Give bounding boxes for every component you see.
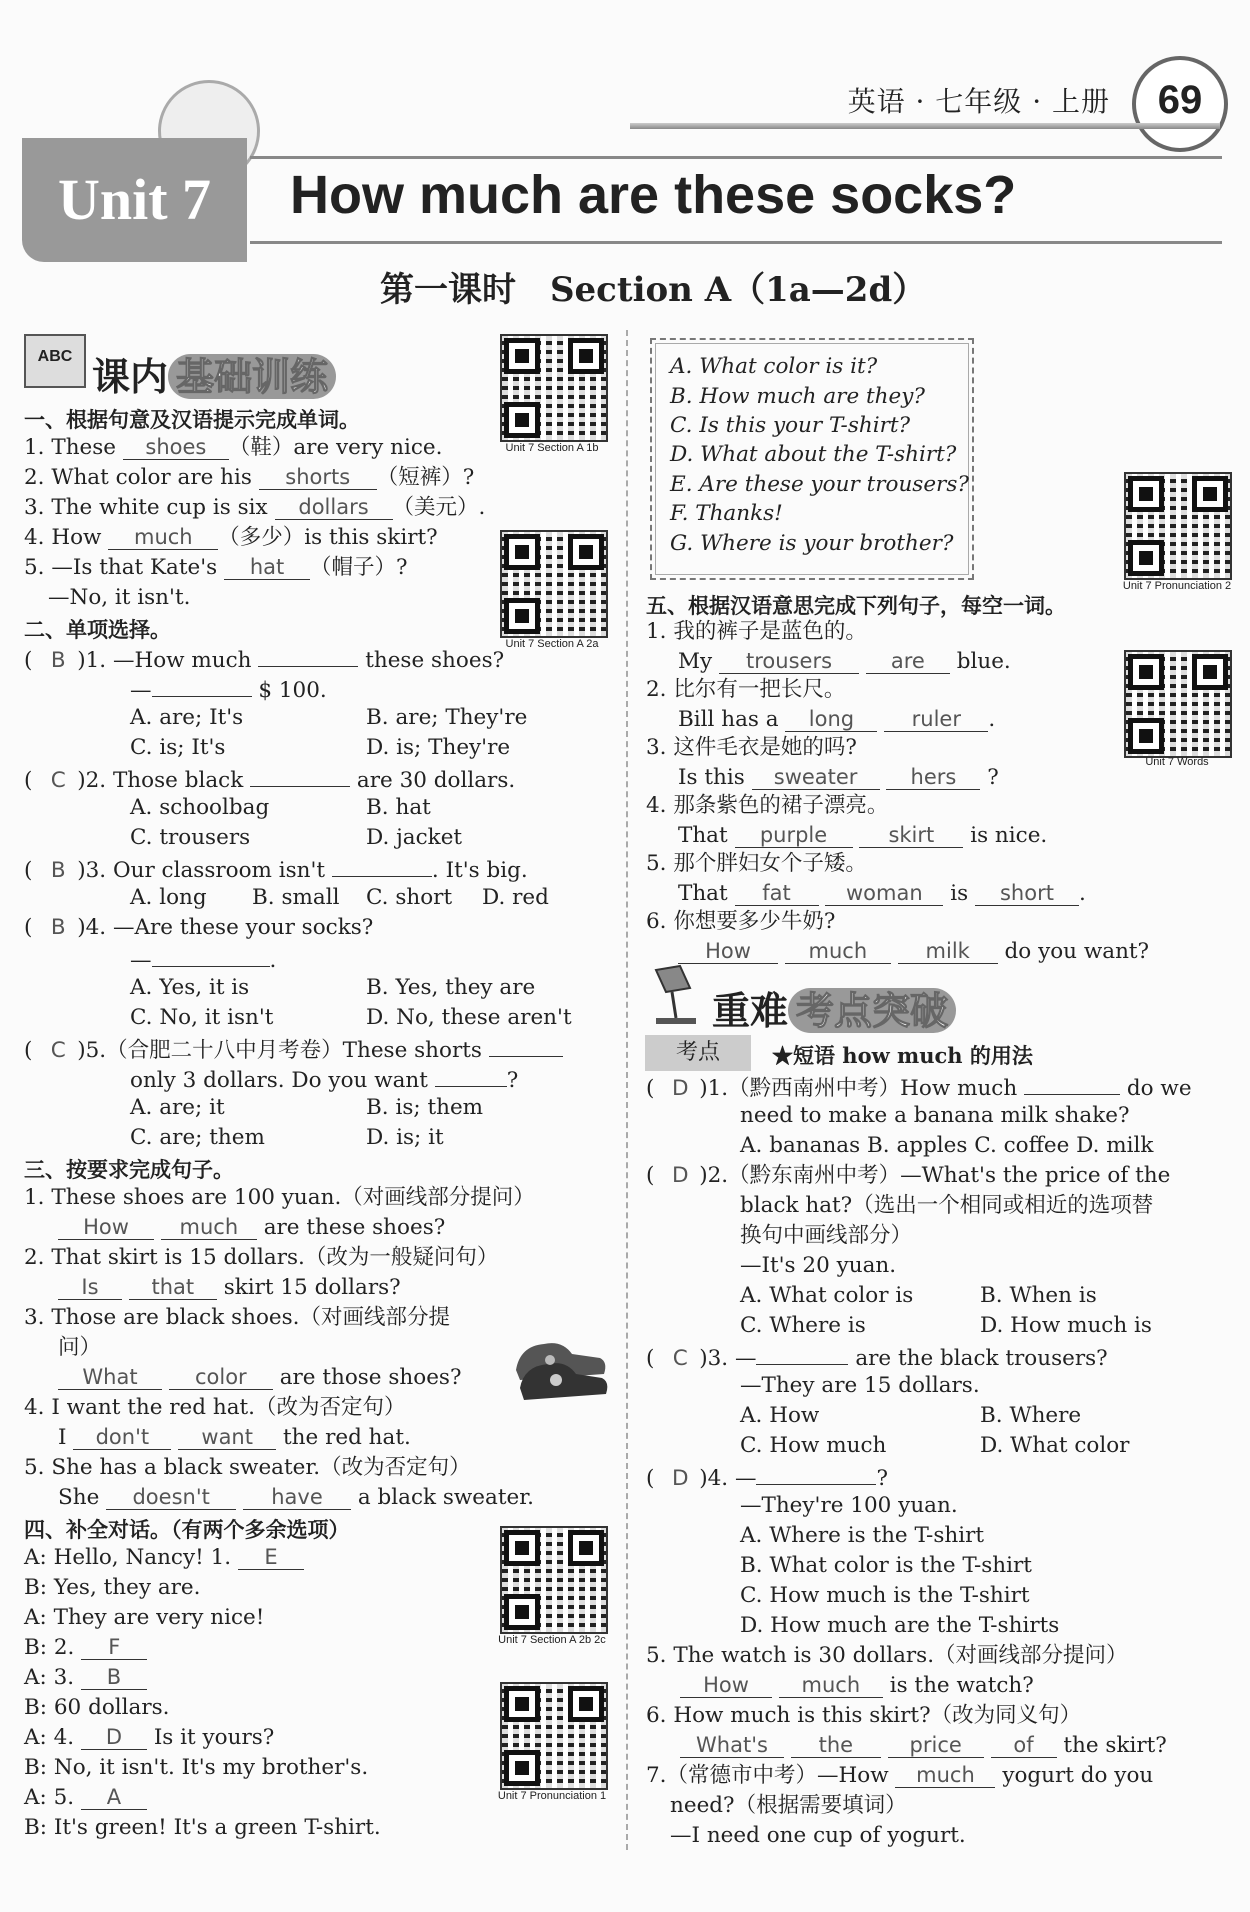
dialogue-line: A: They are very nice! (24, 1605, 265, 1630)
unit-title: How much are these socks? (290, 165, 1017, 225)
mc-question: ( D )2.（黔东南州中考）—What's the price of the (646, 1163, 1171, 1188)
answer: color (169, 1365, 273, 1390)
answer: much (779, 1673, 883, 1698)
mc-option: D. What color (980, 1433, 1130, 1458)
dialogue-line: B: It's green! It's a green T-shirt. (24, 1815, 381, 1840)
answer: What (58, 1365, 162, 1390)
answer: hers (886, 765, 980, 790)
answer: A (81, 1785, 147, 1810)
mc-option: D. How much is (980, 1313, 1152, 1338)
dialogue-line: B: Yes, they are. (24, 1575, 201, 1600)
answer: are (866, 649, 950, 674)
subject-label: 英语 · 七年级 · 上册 (847, 85, 1110, 118)
mc-option: A. schoolbag (130, 795, 270, 820)
answer: price (888, 1733, 984, 1758)
mc-option: C. Where is (740, 1313, 866, 1338)
mc-option: A. What color is (740, 1283, 914, 1308)
mc-line: black hat?（选出一个相同或相近的选项替 (740, 1193, 1154, 1218)
qr-code[interactable] (500, 1526, 608, 1634)
answer: ruler (884, 707, 988, 732)
lamp-icon (646, 962, 702, 1026)
answer-choice: C (50, 768, 66, 793)
exercise-line: 3. 这件毛衣是她的吗? (646, 735, 857, 760)
dialogue-line: A: Hello, Nancy! 1. E (24, 1544, 304, 1572)
mc-option: C. How much is the T-shirt (740, 1583, 1030, 1608)
part2-heading: 二、单项选择。 (24, 617, 171, 642)
exercise-line: 1. These shoes are 100 yuan.（对画线部分提问） (24, 1185, 535, 1210)
mc-option: B. are; They're (366, 705, 528, 730)
answer: don't (73, 1425, 171, 1450)
answer-choice: D (671, 1466, 689, 1491)
banner-highlight: 考点突破 (788, 988, 956, 1033)
qr-caption: Unit 7 Section A 2b 2c (498, 1634, 606, 1646)
section-banner-key-points: 重难 考点突破 (712, 980, 956, 1036)
exercise-line: 2. 比尔有一把长尺。 (646, 677, 846, 702)
answer: What's (680, 1733, 784, 1758)
mc-option: A. How (740, 1403, 820, 1428)
mc-option: C. are; them (130, 1125, 265, 1150)
answer: milk (898, 939, 998, 964)
exercise-line: Is that skirt 15 dollars? (58, 1274, 401, 1302)
mc-question: ( D )4. — ? (646, 1462, 888, 1493)
mc-option: B. When is (980, 1283, 1097, 1308)
exercise-line: What color are those shoes? (58, 1364, 461, 1392)
mc-question: ( C )3. — are the black trousers? (646, 1342, 1108, 1373)
exercise-line: 7.（常德市中考）—How much yogurt do you (646, 1763, 1154, 1788)
qr-caption: Unit 7 Pronunciation 2 (1122, 580, 1232, 592)
mc-option: D. How much are the T-shirts (740, 1613, 1060, 1638)
mc-option: C. is; It's (130, 735, 226, 760)
part3-heading: 三、按要求完成句子。 (24, 1157, 234, 1182)
part5-heading: 五、根据汉语意思完成下列句子，每空一词。 (646, 593, 1066, 618)
mc-option: B. Yes, they are (366, 975, 536, 1000)
exercise-line: 2. What color are his shorts （短裤）? (24, 465, 475, 490)
exercise-line: 5. —Is that Kate's hat （帽子）? (24, 555, 408, 580)
exercise-line: 2. That skirt is 15 dollars.（改为一般疑问句） (24, 1245, 499, 1270)
mc-question: ( D )1.（黔西南州中考）How much do we (646, 1072, 1192, 1103)
kaodian-title: ★短语 how much 的用法 (772, 1043, 1033, 1068)
mc-option: A. long (130, 885, 207, 910)
section-banner-basic: 课内 基础训练 (92, 346, 336, 402)
exercise-line: 6. How much is this skirt?（改为同义句） (646, 1703, 1082, 1728)
mc-option: C. No, it isn't (130, 1005, 274, 1030)
answer: fat (735, 881, 819, 906)
mc-question: ( B )3. Our classroom isn't . It's big. (24, 854, 528, 885)
exercise-line: 5. She has a black sweater.（改为否定句） (24, 1455, 471, 1480)
header-rule (630, 123, 1220, 129)
column-divider (626, 330, 628, 1850)
qr-code[interactable] (1124, 650, 1232, 758)
answer: of (991, 1733, 1057, 1758)
answer: much (161, 1215, 257, 1240)
book-icon: ABC (24, 334, 86, 388)
answer: Is (58, 1275, 122, 1300)
dialogue-line: B: No, it isn't. It's my brother's. (24, 1755, 369, 1780)
mc-option: B. What color is the T-shirt (740, 1553, 1032, 1578)
dialogue-line: A: 3. B (24, 1664, 147, 1692)
answer: purple (735, 823, 853, 848)
dialogue-option: A. What color is it? (670, 354, 878, 379)
exercise-line: —I need one cup of yogurt. (670, 1823, 966, 1848)
qr-code[interactable] (500, 530, 608, 638)
answer: short (975, 881, 1079, 906)
mc-option: A. Yes, it is (130, 975, 250, 1000)
dialogue-line: A: 5. A (24, 1784, 147, 1812)
exercise-line: I don't want the red hat. (58, 1425, 411, 1450)
mc-option: A. bananas B. apples C. coffee D. milk (740, 1133, 1154, 1158)
mc-line: — . (130, 944, 276, 975)
mc-option: D. is; it (366, 1125, 444, 1150)
exercise-line: She doesn't have a black sweater. (58, 1485, 534, 1510)
answer: want (178, 1425, 276, 1450)
answer: hat (224, 555, 310, 580)
answer: skirt (859, 823, 963, 848)
part4-heading: 四、补全对话。（有两个多余选项） (24, 1517, 350, 1542)
shoes-image (510, 1310, 610, 1406)
dialogue-option: G. Where is your brother? (670, 531, 954, 556)
mc-option: D. is; They're (366, 735, 511, 760)
mc-question: ( B )1. —How much these shoes? (24, 644, 504, 675)
title-rule (250, 156, 1222, 159)
mc-option: B. hat (366, 795, 431, 820)
answer: much (785, 939, 891, 964)
mc-option: D. No, these aren't (366, 1005, 572, 1030)
mc-option: B. Where (980, 1403, 1082, 1428)
dialogue-option: E. Are these your trousers? (670, 472, 969, 497)
dialogue-option: F. Thanks! (670, 501, 783, 526)
mc-question: ( C )5.（合肥二十八中月考卷）These shorts (24, 1034, 563, 1065)
exercise-line: Is this sweater hers ? (678, 765, 999, 790)
mc-option: A. are; It's (130, 705, 244, 730)
mc-question: ( B )4. —Are these your socks? (24, 915, 374, 940)
qr-caption: Unit 7 Section A 2a (505, 638, 599, 650)
answer: E (238, 1545, 304, 1570)
answer-choice: D (671, 1076, 689, 1101)
answer: shoes (123, 435, 229, 460)
answer: that (129, 1275, 217, 1300)
dialogue-line: B: 2. F (24, 1634, 147, 1662)
mc-line: — $ 100. (130, 674, 327, 705)
exercise-line: 3. Those are black shoes.（对画线部分提 (24, 1305, 451, 1330)
exercise-line: 4. I want the red hat.（改为否定句） (24, 1395, 406, 1420)
dialogue-line: A: 4. D Is it yours? (24, 1725, 275, 1750)
kaodian-tag: 考点 (645, 1035, 751, 1071)
exercise-line: That fat woman is short . (678, 881, 1086, 906)
mc-line: —They're 100 yuan. (740, 1493, 958, 1518)
answer-choice: B (50, 858, 66, 883)
lesson-title: 第一课时 Section A（1a—2d） (380, 270, 927, 310)
answer: long (785, 707, 877, 732)
exercise-line: How much are these shoes? (58, 1214, 445, 1242)
exercise-line: How much milk do you want? (678, 938, 1149, 966)
exercise-line: —No, it isn't. (48, 585, 191, 610)
mc-option: B. small (252, 885, 340, 910)
qr-caption: Unit 7 Section A 1b (505, 442, 599, 454)
title-rule (250, 241, 1222, 244)
qr-caption: Unit 7 Words (1145, 756, 1209, 768)
answer: dollars (275, 495, 393, 520)
qr-code[interactable] (500, 334, 608, 442)
answer: D (81, 1725, 147, 1750)
answer: much (108, 525, 218, 550)
answer: have (243, 1485, 351, 1510)
banner-highlight: 基础训练 (168, 354, 336, 399)
exercise-line: 4. How much （多少）is this skirt? (24, 525, 438, 550)
qr-code[interactable] (500, 1682, 608, 1790)
dialogue-option: B. How much are they? (670, 384, 925, 409)
answer: B (81, 1665, 147, 1690)
mc-question: ( C )2. Those black are 30 dollars. (24, 764, 515, 795)
answer: How (678, 939, 778, 964)
dialogue-option: C. Is this your T-shirt? (670, 413, 911, 438)
mc-option: D. jacket (366, 825, 463, 850)
exercise-line: 4. 那条紫色的裙子漂亮。 (646, 793, 889, 818)
answer-choice: C (50, 1038, 66, 1063)
answer: trousers (719, 649, 859, 674)
mc-line: only 3 dollars. Do you want ? (130, 1064, 518, 1095)
part1-heading: 一、根据句意及汉语提示完成单词。 (24, 407, 360, 432)
answer-choice: C (672, 1346, 688, 1371)
mc-option: A. are; it (130, 1095, 225, 1120)
exercise-line: My trousers are blue. (678, 649, 1011, 674)
answer: F (81, 1635, 147, 1660)
mc-option: C. How much (740, 1433, 887, 1458)
page-number: 69 (1132, 56, 1228, 152)
exercise-line: 5. The watch is 30 dollars.（对画线部分提问） (646, 1643, 1128, 1668)
exercise-line: need?（根据需要填词） (670, 1793, 907, 1818)
exercise-line: 3. The white cup is six dollars （美元）. (24, 495, 486, 520)
qr-caption: Unit 7 Pronunciation 1 (497, 1790, 607, 1802)
mc-line: —It's 20 yuan. (740, 1253, 897, 1278)
answer: woman (825, 881, 943, 906)
answer: How (58, 1215, 154, 1240)
mc-option: D. red (482, 885, 549, 910)
exercise-line: 1. 我的裤子是蓝色的。 (646, 619, 867, 644)
unit-badge: Unit 7 (22, 138, 247, 262)
mc-option: C. short (366, 885, 453, 910)
answer-choice: D (671, 1163, 689, 1188)
dialogue-option: D. What about the T-shirt? (670, 442, 957, 467)
mc-option: A. Where is the T-shirt (740, 1523, 984, 1548)
exercise-line: 问） (58, 1335, 102, 1360)
mc-line: need to make a banana milk shake? (740, 1103, 1130, 1128)
mc-line: 换句中画线部分） (740, 1223, 913, 1248)
exercise-line: 6. 你想要多少牛奶? (646, 909, 836, 934)
answer-choice: B (50, 648, 66, 673)
answer: How (680, 1673, 772, 1698)
mc-option: B. is; them (366, 1095, 484, 1120)
mc-line: —They are 15 dollars. (740, 1373, 980, 1398)
exercise-line: Bill has a long ruler . (678, 707, 996, 732)
exercise-line: What's the price of the skirt? (680, 1732, 1167, 1760)
answer: shorts (259, 465, 377, 490)
answer: sweater (752, 765, 880, 790)
exercise-line: That purple skirt is nice. (678, 823, 1048, 848)
exercise-line: 5. 那个胖妇女个子矮。 (646, 851, 867, 876)
exercise-line: How much is the watch? (680, 1672, 1034, 1700)
qr-code[interactable] (1124, 472, 1232, 580)
mc-option: C. trousers (130, 825, 251, 850)
exercise-line: 1. These shoes （鞋）are very nice. (24, 435, 443, 460)
answer: doesn't (106, 1485, 236, 1510)
answer: the (791, 1733, 881, 1758)
answer: much (895, 1763, 995, 1788)
dialogue-line: B: 60 dollars. (24, 1695, 170, 1720)
answer-choice: B (50, 915, 66, 940)
